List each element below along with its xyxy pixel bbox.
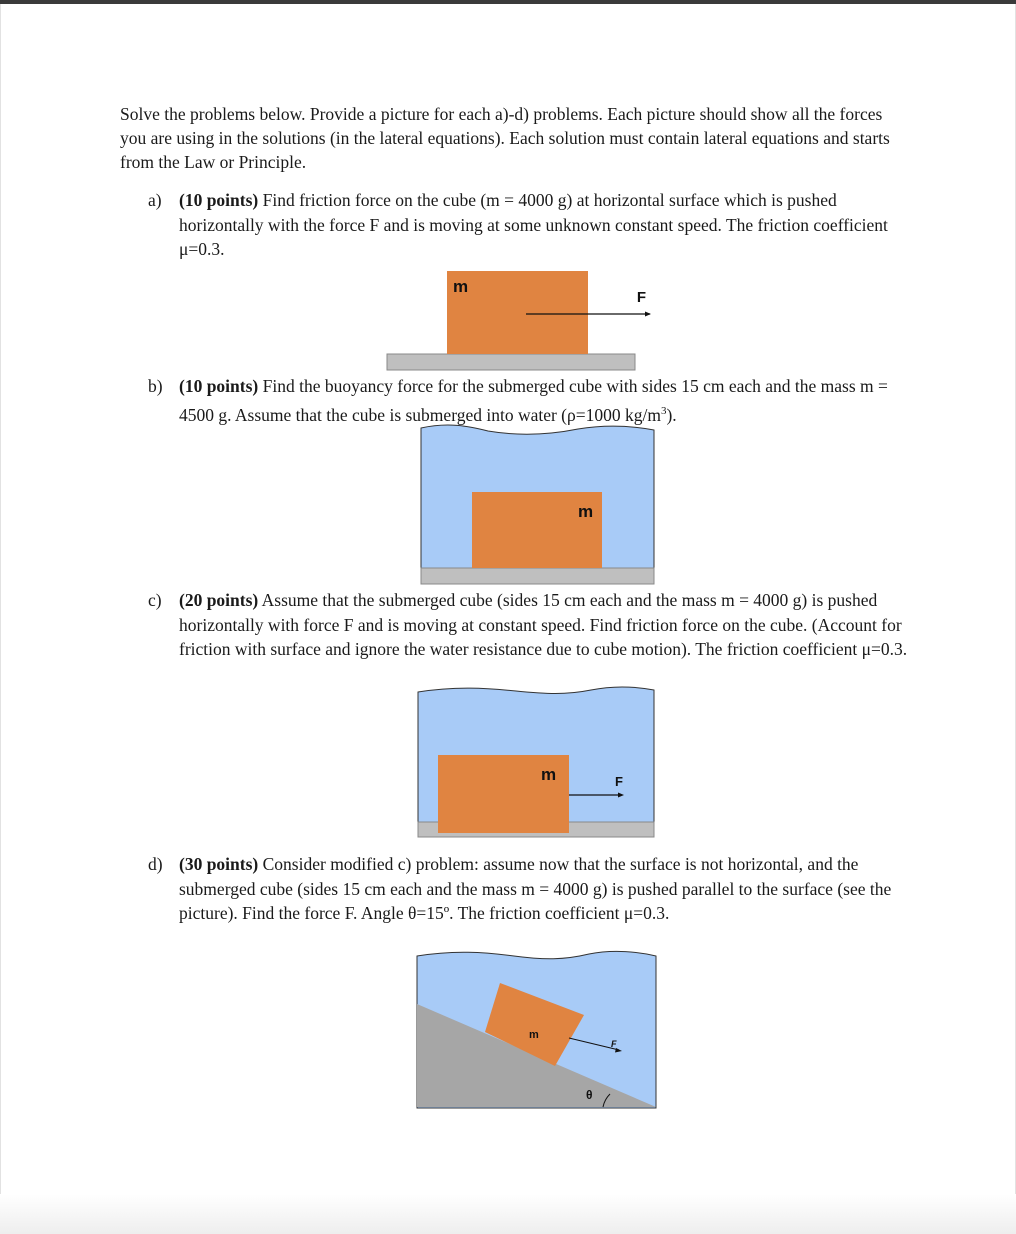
figure-b-mass-label: m (578, 502, 594, 521)
figure-a-mass-label: m (453, 277, 469, 296)
problem-a-text (179, 188, 908, 262)
problem-b-body: Find the buoyancy force for the submerged cube with sides 15 cm each and the mass m = 4500 g. Assume that the cube is submerged into water (ρ=1000 kg/m (179, 376, 888, 425)
figure-d (414, 948, 660, 1112)
problem-c-body: Assume that the submerged cube (sides 15 cm each and the mass m = 4000 g) is pushed horizontally with force F and is moving at constant speed. Find friction force on the cube. (Account for friction with surface and ignore the water resistance due to cube motion). The friction coefficient μ=0.3. (179, 590, 908, 659)
problem-b-body-end: ). (666, 404, 677, 425)
problem-d-label: d) (148, 854, 163, 874)
figure-c (416, 684, 658, 840)
problem-b (148, 374, 908, 427)
problem-a-body: Find friction force on the cube (m = 4000 g) at horizontal surface which is pushed horizontally with the force F and is moving at some unknown constant speed. The friction coefficient μ=0.3. (179, 190, 888, 259)
top-bar (0, 0, 1016, 4)
intro-paragraph: Solve the problems below. Provide a picture for each a)-d) problems. Each picture should show all the forces you are using in the solutions (in the lateral equations). Each solution must contain lateral equations and starts from the Law or Principle. (120, 104, 890, 172)
problem-d (148, 852, 908, 926)
problem-b-superscript: 3 (660, 404, 667, 417)
figure-c-mass-label: m (541, 765, 557, 784)
problem-c (148, 588, 908, 662)
page-left-edge (0, 4, 1, 1204)
figure-a (380, 266, 646, 376)
problem-d-points: (30 points) (179, 854, 259, 874)
figure-a-force-label: F (636, 289, 646, 306)
problem-a-label: a) (148, 190, 162, 210)
problem-a-points: (10 points) (179, 190, 259, 210)
figure-a-arrowhead (645, 312, 651, 317)
problem-c-points: (20 points) (179, 590, 259, 610)
figure-b-surface (421, 568, 654, 584)
figure-a-surface (387, 354, 635, 370)
problem-a (148, 188, 908, 262)
problem-d-body: Consider modified c) problem: assume now that the surface is not horizontal, and the submerged cube (sides 15 cm each and the mass m = 4000 g) is pushed parallel to the surface (see the picture). Find the force F. Angle θ=15º. The friction coefficient μ=0.3. (179, 854, 892, 923)
problem-c-label: c) (148, 590, 162, 610)
problem-d-text (179, 852, 908, 926)
page-bottom-fade (0, 1194, 1016, 1234)
problem-b-text (179, 374, 908, 427)
figure-b (418, 422, 658, 588)
figure-a-block (447, 271, 588, 354)
figure-c-force-label: F (615, 774, 623, 789)
figure-d-force-label: F (611, 1039, 617, 1049)
problem-b-points: (10 points) (179, 376, 259, 396)
problem-c-text (179, 588, 908, 662)
figure-d-mass-label: m (529, 1029, 539, 1041)
problem-b-label: b) (148, 376, 163, 396)
figure-d-angle-label: θ (586, 1088, 593, 1102)
